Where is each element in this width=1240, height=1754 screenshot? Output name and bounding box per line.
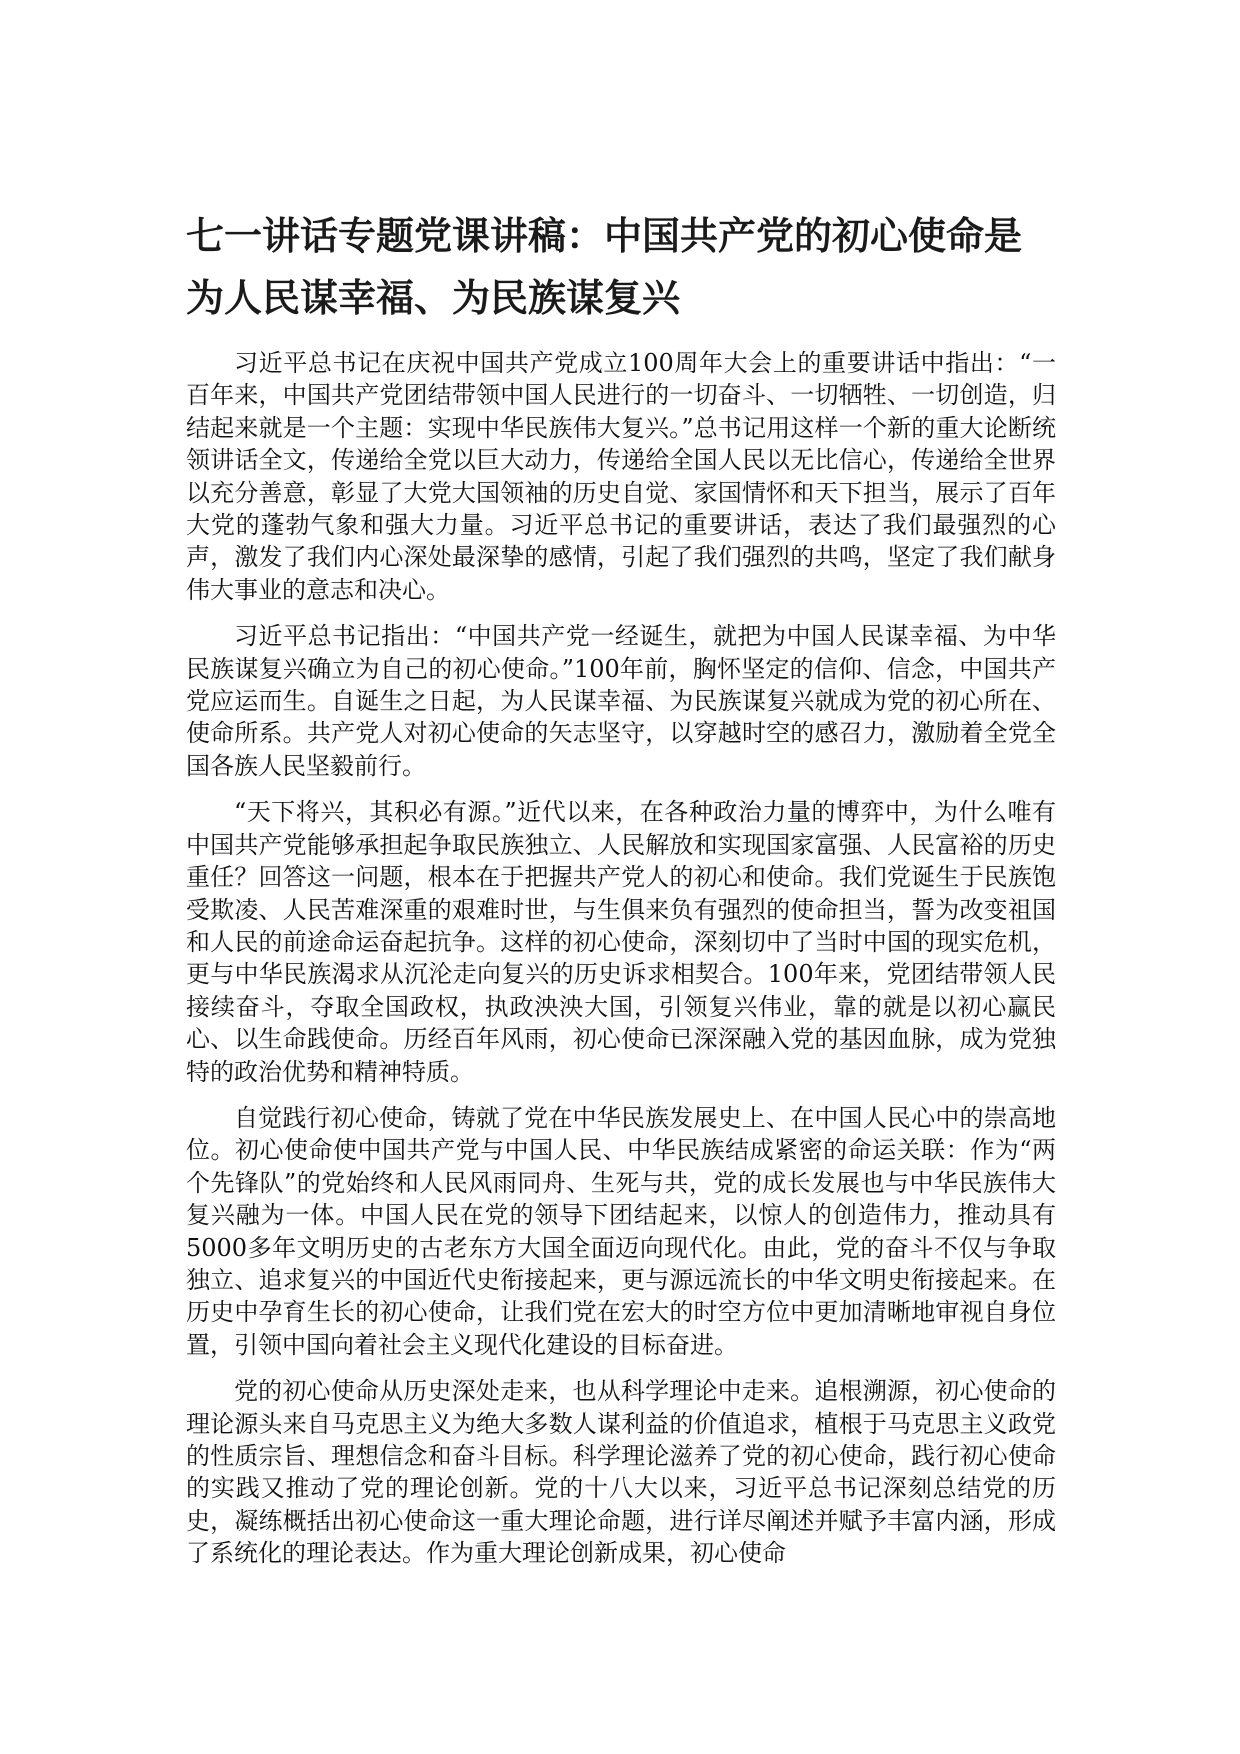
paragraph-1: 习近平总书记在庆祝中国共产党成立100周年大会上的重要讲话中指出：“一百年来，中国共产党团结带领中国人民进行的一切奋斗、一切牺牲、一切创造，归结起来就是一个主题：实现中华民族伟大复兴。”总书记用这样一个新的重大论断统领讲话全文，传递给全党以巨大动力，传递给全国人民以无比信心，传递给全世界以充分善意，彰显了大党大国领袖的历史自觉、家国情怀和天下担当，展示了百年大党的蓬勃气象和强大力量。习近平总书记的重要讲话，表达了我们最强烈的心声，激发了我们内心深处最深挚的感情，引起了我们强烈的共鸣，坚定了我们献身伟大事业的意志和决心。 — [186, 349, 1056, 604]
document-body — [186, 205, 1056, 1584]
paragraph-2: 习近平总书记指出：“中国共产党一经诞生，就把为中国人民谋幸福、为中华民族谋复兴确立为自己的初心使命。”100年前，胸怀坚定的信仰、信念，中国共产党应运而生。自诞生之日起，为人民谋幸福、为民族谋复兴就成为党的初心所在、使命所系。共产党人对初心使命的矢志坚守，以穿越时空的感召力，激励着全党全国各族人民坚毅前行。 — [186, 622, 1056, 780]
paragraph-3: “天下将兴，其积必有源。”近代以来，在各种政治力量的博弈中，为什么唯有中国共产党能够承担起争取民族独立、人民解放和实现国家富强、人民富裕的历史重任？回答这一问题，根本在于把握共产党人的初心和使命。我们党诞生于民族饱受欺凌、人民苦难深重的艰难时世，与生俱来负有强烈的使命担当，誓为改变祖国和人民的前途命运奋起抗争。这样的初心使命，深刻切中了当时中国的现实危机，更与中华民族渴求从沉沦走向复兴的历史诉求相契合。100年来，党团结带领人民接续奋斗，夺取全国政权，执政泱泱大国，引领复兴伟业，靠的就是以初心赢民心、以生命践使命。历经百年风雨，初心使命已深深融入党的基因血脉，成为党独特的政治优势和精神特质。 — [186, 798, 1056, 1086]
paragraph-5: 党的初心使命从历史深处走来，也从科学理论中走来。追根溯源，初心使命的理论源头来自马克思主义为绝大多数人谋利益的价值追求，植根于马克思主义政党的性质宗旨、理想信念和奋斗目标。科学理论滋养了党的初心使命，践行初心使命的实践又推动了党的理论创新。党的十八大以来，习近平总书记深刻总结党的历史，凝练概括出初心使命这一重大理论命题，进行详尽阐述并赋予丰富内涵，形成了系统化的理论表达。作为重大理论创新成果，初心使命 — [186, 1377, 1056, 1568]
document-title: 七一讲话专题党课讲稿：中国共产党的初心使命是为人民谋幸福、为民族谋复兴 — [186, 214, 1023, 320]
paragraph-4: 自觉践行初心使命，铸就了党在中华民族发展史上、在中国人民心中的崇高地位。初心使命使中国共产党与中国人民、中华民族结成紧密的命运关联：作为“两个先锋队”的党始终和人民风雨同舟、生死与共，党的成长发展也与中华民族伟大复兴融为一体。中国人民在党的领导下团结起来，以惊人的创造伟力，推动具有5000多年文明历史的古老东方大国全面迈向现代化。由此，党的奋斗不仅与争取独立、追求复兴的中国近代史衔接起来，更与源远流长的中华文明史衔接起来。在历史中孕育生长的初心使命，让我们党在宏大的时空方位中更加清晰地审视自身位置，引领中国向着社会主义现代化建设的目标奋进。 — [186, 1103, 1056, 1359]
